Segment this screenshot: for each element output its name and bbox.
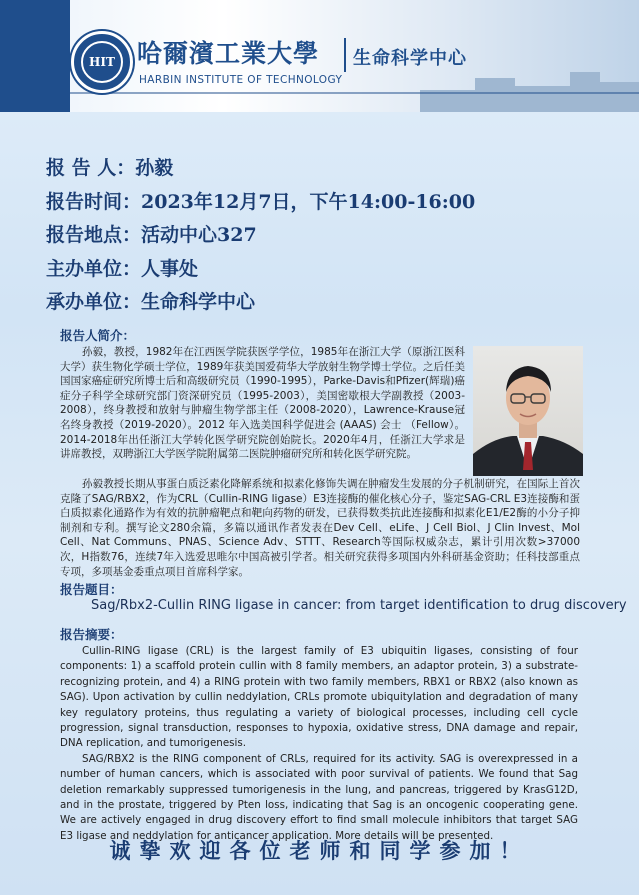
- speaker-label: 报 告 人：: [46, 157, 136, 179]
- bio-text: [60, 345, 465, 462]
- bio-paragraph-1: 孙毅，教授，1982年在江西医学院获医学学位，1985年在浙江大学（原浙江医科大学）获生物化学硕士学位，1989年获美国爱荷华大学放射生物学博士学位。之后任美国国家癌症研究所博士后和高级研究员（1990-1995），Parke-Davis和Pfizer(辉瑞)癌症分子科学全球研究部门资深研究员（1995-2003），美国密歇根大学副教授（2003-2008），终身教授和放射与肿瘤生物学部主任（2008-2020），Lawrence-Krause冠名终身教授（2019-2020）。2012 年入选美国科学促进会 (AAAS) 会士 （Fellow）。2014-2018年出任浙江大学转化医学研究院创始院长。2020年4月，任浙江大学求是讲席教授，双聘浙江大学医学院附属第二医院肿瘤研究所和转化医学研究院。: [60, 346, 465, 461]
- place-label: 报告地点：: [46, 224, 142, 246]
- welcome-message: 诚挚欢迎各位老师和同学参加！: [109, 838, 530, 863]
- time-label: 报告时间：: [46, 190, 142, 213]
- header-left-bar: [0, 0, 70, 112]
- bio-heading: 报告人简介：: [60, 328, 136, 343]
- time-value: 2023年12月7日，下午14:00-16:00: [141, 190, 476, 213]
- organizer-row: [46, 287, 475, 321]
- place-row: [46, 220, 475, 254]
- bio-paragraph-2: 孙毅教授长期从事蛋白质泛素化降解系统和拟素化修饰失调在肿瘤发生发展的分子机制研究，在国际上首次克隆了SAG/RBX2，作为CRL（Cullin-RING ligase）E3连接酶的催化核心分子，鉴定SAG-CRL E3连接酶和蛋白质拟素化通路作为有效的抗肿瘤靶点和靶向药物的研发，已获得数类抗此连接酶和拟素化E1/E2酶的小分子抑制剂和专利。撰写论文280余篇，多篇以通讯作者发表在Dev Cell、eLife、J Cell Biol、J Clin Invest、Mol Cell、Nat Communs、PNAS、Science Adv、STTT、Research等国际权威杂志，累计引用次数>37000次，H指数76，连续7年入选爱思唯尔中国高被引学者。相关研究获得多项国内外科研基金资助；任科技部重点专项，多项基金委重点项目首席科学家。: [60, 478, 580, 578]
- abstract-paragraph-2: SAG/RBX2 is the RING component of CRLs, required for its activity. SAG is overexpressed in a number of human cancers, which is associated with poor survival of patients. We found that Sag deletion remarkably suppressed tumorigenesis in the lung, and pancreas, triggered by KrasG12D, and in the prostate, triggered by Pten loss, indicating that Sag is an oncogenic cooperating gene. We are actively engaged in drug discovery effort to find small molecule inhibitors that target SAG E3 ligase and neddylation for anticancer application. More details will be presented.: [60, 752, 578, 842]
- header-divider: [70, 92, 639, 94]
- host-label: 主办单位：: [46, 257, 142, 280]
- report-title-heading: 报告题目：: [60, 582, 123, 597]
- school-name-cn: 哈爾濱工業大學: [137, 39, 320, 68]
- abstract-heading: 报告摘要：: [60, 627, 123, 642]
- abstract-paragraph-1: Cullin-RING ligase (CRL) is the largest family of E3 ubiquitin ligases, consisting of four components: 1) a scaffold protein cullin with 8 family members, an adaptor protein, 3) a substrate-recognizing protein, and 4) a RING protein with two family members, RBX1 or RBX2 (also known as SAG). Upon activation by cullin neddylation, CRLs promote ubiquitylation and degradation of many key regulatory proteins, thus regulating a variety of biological processes, including cell cycle progression, signal transduction, responses to hypoxia, oxidative stress, DNA damage and repair, DNA replication, and tumorigenesis.: [60, 645, 578, 750]
- place-value: 活动中心327: [141, 224, 257, 246]
- host-row: [46, 254, 475, 288]
- organizer-label: 承办单位：: [46, 291, 142, 313]
- organizer-value: 生命科学中心: [141, 291, 256, 313]
- event-meta: [46, 153, 475, 321]
- time-row: [46, 187, 475, 221]
- title-separator: [344, 38, 346, 72]
- hit-logo-icon: HIT: [71, 31, 133, 93]
- speaker-photo: [473, 346, 583, 476]
- host-value: 人事处: [141, 257, 199, 280]
- speaker-value: 孙毅: [135, 157, 174, 179]
- speaker-row: [46, 153, 475, 187]
- center-name: 生命科学中心: [353, 48, 467, 69]
- abstract-text: [60, 644, 578, 844]
- school-name-en: HARBIN INSTITUTE OF TECHNOLOGY: [139, 74, 343, 86]
- report-title-text: Sag/Rbx2-Cullin RING ligase in cancer: from target identification to drug discovery: [91, 598, 627, 613]
